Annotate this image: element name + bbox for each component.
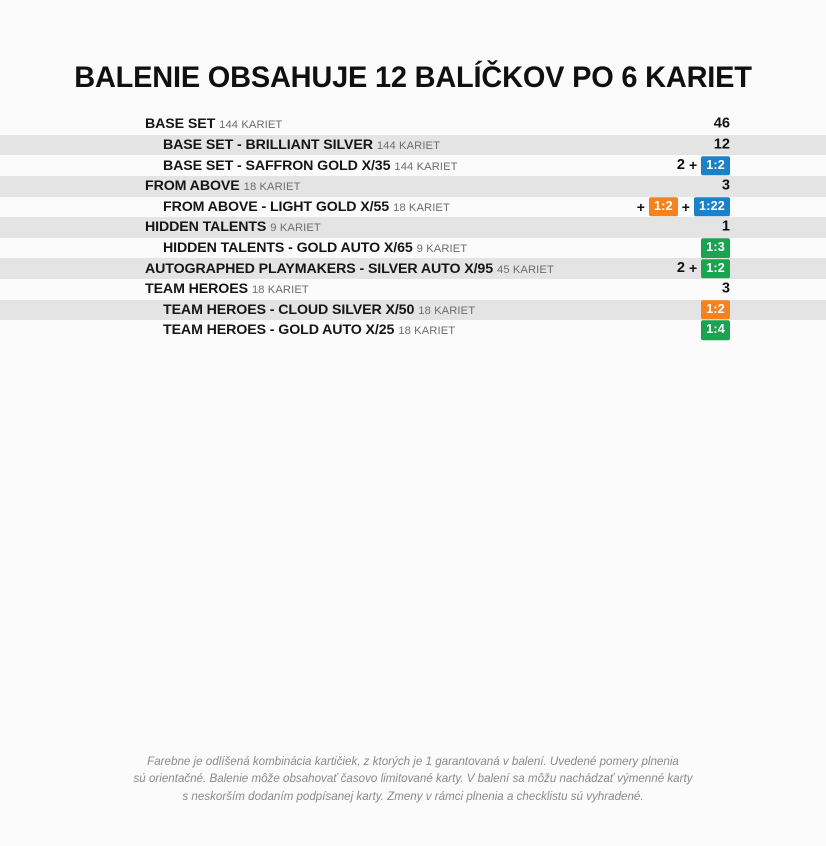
plus-separator: + <box>681 198 690 215</box>
set-name: AUTOGRAPHED PLAYMAKERS - SILVER AUTO X/95 <box>145 260 494 277</box>
row-label <box>128 136 730 154</box>
odds-badge-orange: 1:2 <box>701 300 730 320</box>
row-label <box>128 218 730 236</box>
footer-line-3: s neskorším dodaním podpísanej karty. Zmeny v rámci plnenia a checklistu sú vyhradené. <box>182 789 644 803</box>
card-count: 18 KARIET <box>398 325 456 338</box>
row-value <box>714 138 730 153</box>
set-name: BASE SET <box>145 116 216 133</box>
row-content <box>128 321 730 339</box>
odds-badge-green: 1:3 <box>701 238 730 258</box>
card-count: 144 KARIET <box>376 140 441 153</box>
value-number: 46 <box>713 116 730 133</box>
pack-odds-page <box>0 20 826 846</box>
odds-badge-orange: 1:2 <box>649 197 678 217</box>
row-content <box>128 239 730 257</box>
set-name: BASE SET - BRILLIANT SILVER <box>163 137 373 154</box>
row-content <box>128 115 730 133</box>
value-number: 2 <box>676 260 685 277</box>
row-content <box>128 177 730 195</box>
page-title: BALENIE OBSAHUJE 12 BALÍČKOV PO 6 KARIET <box>74 61 752 95</box>
row-value <box>677 156 730 176</box>
row-value <box>720 220 730 235</box>
row-value <box>636 197 730 217</box>
row-value <box>701 300 730 320</box>
value-number: 12 <box>713 136 730 153</box>
row-value <box>720 179 730 194</box>
table-row <box>0 320 826 341</box>
row-content <box>128 280 730 298</box>
row-content <box>128 198 730 216</box>
table-row <box>0 114 826 135</box>
row-content <box>128 136 730 154</box>
card-count: 9 KARIET <box>270 222 321 235</box>
card-count: 45 KARIET <box>497 263 554 276</box>
plus-separator: + <box>636 198 645 215</box>
card-count: 18 KARIET <box>418 304 476 317</box>
row-label <box>128 260 730 278</box>
table-row <box>0 238 826 259</box>
row-label <box>128 239 730 257</box>
row-value <box>714 117 730 132</box>
table-row <box>0 279 826 300</box>
value-number: 1 <box>721 219 730 236</box>
footer-line-1: Farebne je odlíšená kombinácia kartičiek, z ktorých je 1 garantovaná v balení. Uvedené pomery plnenia <box>147 754 679 768</box>
row-value <box>701 238 730 258</box>
set-name: FROM ABOVE <box>145 178 240 195</box>
row-content <box>128 301 730 319</box>
set-name: BASE SET - SAFFRON GOLD X/35 <box>163 157 391 174</box>
value-number: 3 <box>721 177 730 194</box>
value-number: 2 <box>676 157 685 174</box>
table-row <box>0 197 826 218</box>
row-value <box>701 321 730 341</box>
table-row <box>0 217 826 238</box>
plus-separator: + <box>689 260 698 277</box>
card-count: 9 KARIET <box>416 243 468 256</box>
set-name: TEAM HEROES - CLOUD SILVER X/50 <box>163 301 415 318</box>
value-number: 3 <box>721 280 730 297</box>
card-count: 18 KARIET <box>251 284 309 297</box>
row-content <box>128 260 730 278</box>
row-content <box>128 157 730 175</box>
table-row <box>0 155 826 176</box>
table-row <box>0 135 826 156</box>
row-label <box>128 321 730 339</box>
card-count: 144 KARIET <box>394 160 458 173</box>
row-label <box>128 301 730 319</box>
odds-table <box>0 114 826 341</box>
set-name: HIDDEN TALENTS <box>145 219 267 236</box>
odds-badge-blue: 1:22 <box>694 197 730 217</box>
row-label <box>128 115 730 133</box>
table-row <box>0 176 826 197</box>
footer-line-2: sú orientačné. Balenie môže obsahovať časovo limitované karty. V balení sa môžu nachádzať výmenné karty <box>133 772 693 786</box>
table-row <box>0 300 826 321</box>
set-name: TEAM HEROES - GOLD AUTO X/25 <box>163 322 395 339</box>
row-content <box>128 218 730 236</box>
odds-badge-blue: 1:2 <box>701 156 730 176</box>
footer-disclaimer <box>0 753 826 806</box>
row-label <box>128 157 730 175</box>
odds-badge-green: 1:2 <box>701 259 730 279</box>
row-label <box>128 280 730 298</box>
plus-separator: + <box>689 157 698 174</box>
set-name: HIDDEN TALENTS - GOLD AUTO X/65 <box>163 240 413 257</box>
table-row <box>0 258 826 279</box>
set-name: FROM ABOVE - LIGHT GOLD X/55 <box>163 198 390 215</box>
row-value <box>677 259 730 279</box>
card-count: 144 KARIET <box>219 119 283 132</box>
row-label <box>128 177 730 195</box>
odds-badge-green: 1:4 <box>701 321 730 341</box>
row-value <box>720 282 730 297</box>
card-count: 18 KARIET <box>243 181 301 194</box>
set-name: TEAM HEROES <box>145 281 248 298</box>
card-count: 18 KARIET <box>393 201 450 214</box>
